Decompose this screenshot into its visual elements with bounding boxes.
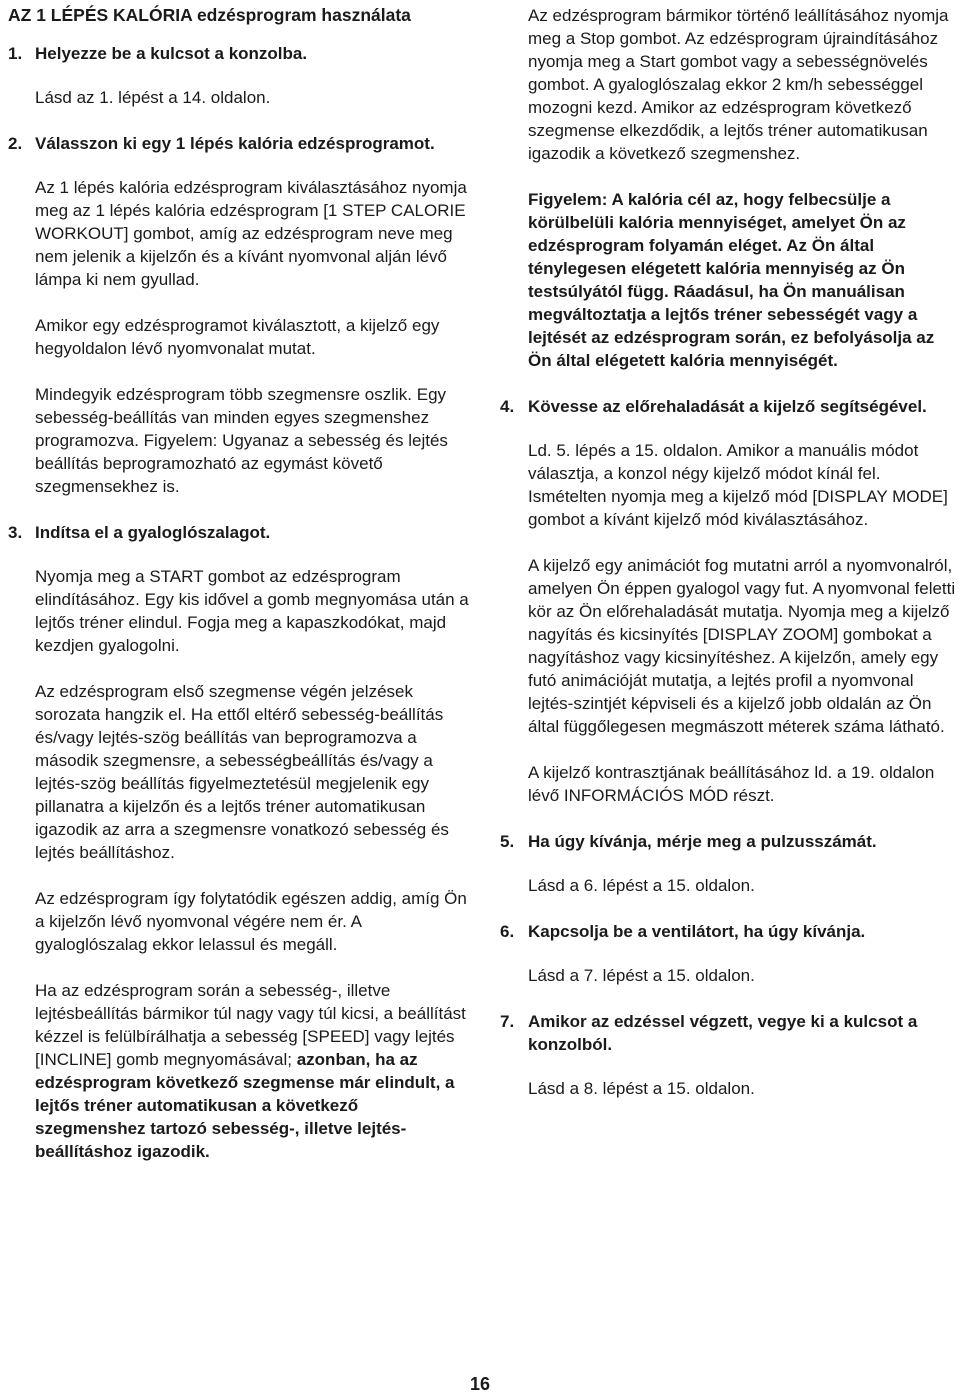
step-paragraph: A kijelző kontrasztjának beállításához ld. a 19. oldalon lévő INFORMÁCIÓS MÓD részt. (528, 763, 935, 805)
step-number: 7. (500, 1012, 515, 1031)
right-column (500, 4, 956, 1123)
step-paragraph: A kijelző egy animációt fog mutatni arról a nyomvonalról, amelyen Ön éppen gyalogol vagy fut. A nyomvonal feletti kör az Ön előrehaladását mutatja. Nyomja meg a kijelző nagyítás és kicsinyítés [DISPLAY ZOOM] gombokat a nagyításhoz vagy kicsinyítéshez. A kijelzőn, amely egy futó animációját mutatja, a lejtés profil a nyomvonal lejtés-szintjét képviseli és a kijelző jobb oldalán az Ön által függőlegesen megmászott méterek száma látható. (528, 556, 956, 736)
page-number: 16 (469, 1374, 491, 1394)
step-paragraph: Nyomja meg a START gombot az edzésprogram elindításához. Egy kis idővel a gomb megnyomása után a lejtős tréner elindul. Fogja meg a kapaszkodókat, majd kezdjen gyalogolni. (35, 567, 469, 655)
step-title: Helyezze be a kulcsot a konzolba. (35, 44, 308, 63)
calorie-warning: Figyelem: A kalória cél az, hogy felbecsülje a körülbelüli kalória mennyiséget, amelyet Ön az edzésprogram folyamán eléget. Az Ön által ténylegesen elégetett kalória mennyiség az Ön testsúlyától függ. Ráadásul, ha Ön manuálisan megváltoztatja a lejtős tréner sebességét vagy a lejtését az edzésprogram során, ez befolyásolja az Ön által elégetett kalória mennyiségét. (528, 190, 935, 370)
step-title: Válasszon ki egy 1 lépés kalória edzésprogramot. (35, 134, 435, 153)
step-1 (8, 42, 470, 109)
step-paragraph: Az edzésprogram így folytatódik egészen addig, amíg Ön a kijelzőn lévő nyomvonal végére nem ér. A gyaloglószalag ekkor lelassul és megáll. (35, 889, 467, 954)
step-title: Ha úgy kívánja, mérje meg a pulzusszámát. (528, 832, 877, 851)
step-paragraph: Az 1 lépés kalória edzésprogram kiválasztásához nyomja meg az 1 lépés kalória edzésprogram [1 STEP CALORIE WORKOUT] gombot, amíg az edzésprogram neve meg nem jelenik a kijelzőn és a kívánt nyomvonal alján lévő lámpa ki nem gyullad. (35, 178, 467, 289)
step-2 (8, 132, 470, 498)
step-4 (500, 395, 956, 807)
step-number: 4. (500, 397, 515, 416)
step-title: Kövesse az előrehaladását a kijelző segítségével. (528, 397, 927, 416)
step-3 (8, 521, 470, 1163)
step-paragraph: Lásd a 6. lépést a 15. oldalon. (528, 876, 755, 895)
step-7 (500, 1010, 956, 1100)
step-paragraph: Lásd a 8. lépést a 15. oldalon. (528, 1079, 755, 1098)
step-title: Amikor az edzéssel végzett, vegye ki a kulcsot a konzolból. (528, 1012, 918, 1054)
step-number: 2. (8, 134, 23, 153)
step-paragraph: Ld. 5. lépés a 15. oldalon. Amikor a manuális módot választja, a konzol négy kijelző módot kínál fel. Ismételten nyomja meg a kijelző mód [DISPLAY MODE] gombot a kívánt kijelző mód kiválasztásához. (528, 441, 948, 529)
override-paragraph (35, 979, 470, 1163)
step-title: Indítsa el a gyaloglószalagot. (35, 523, 271, 542)
step-title: Kapcsolja be a ventilátort, ha úgy kívánja. (528, 922, 866, 941)
step-5 (500, 830, 956, 897)
override-text: Ha az edzésprogram során a sebesség-, illetve lejtésbeállítás bármikor túl nagy vagy túl kicsi, a beállítást kézzel is felülbírálhatja a sebesség [SPEED] vagy lejtés [INCLINE] gomb megnyomásával; (35, 981, 466, 1069)
step-6 (500, 920, 956, 987)
left-column (8, 4, 470, 1186)
step-number: 3. (8, 523, 23, 542)
step-number: 6. (500, 922, 515, 941)
step-paragraph: Az edzésprogram első szegmense végén jelzések sorozata hangzik el. Ha ettől eltérő sebesség-beállítás és/vagy lejtés-szög beállítás van beprogramozva a második szegmensre, a sebességbeállítás és/vagy a lejtés-szög beállítás figyelmeztetésül megjelenik egy pillanatra a kijelzőn és a lejtős tréner automatikusan igazodik az arra a szegmensre vonatkozó sebesség és lejtés beállításhoz. (35, 682, 449, 862)
step-paragraph: Lásd az 1. lépést a 14. oldalon. (35, 88, 271, 107)
step-number: 5. (500, 832, 515, 851)
step-number: 1. (8, 44, 23, 63)
override-warning-text: azonban, ha az edzésprogram következő szegmense már elindult, a lejtős tréner automatikusan a következő szegmenshez tartozó sebesség-, illetve lejtés-beállításhoz igazodik. (35, 1050, 455, 1161)
step-paragraph: Mindegyik edzésprogram több szegmensre oszlik. Egy sebesség-beállítás van minden egyes szegmenshez programozva. Figyelem: Ugyanaz a sebesség és lejtés beállítás beprogramozható az egymást követő szegmensekhez is. (35, 385, 448, 496)
step-paragraph: Lásd a 7. lépést a 15. oldalon. (528, 966, 755, 985)
section-title: AZ 1 LÉPÉS KALÓRIA edzésprogram használata (8, 5, 411, 25)
step-paragraph: Amikor egy edzésprogramot kiválasztott, a kijelző egy hegyoldalon lévő nyomvonalat mutat. (35, 316, 440, 358)
continuation-paragraph: Az edzésprogram bármikor történő leállításához nyomja meg a Stop gombot. Az edzésprogram újraindításához nyomja meg a Start gombot vagy a sebességnövelés gombot. A gyaloglószalag ekkor 2 km/h sebességgel mozogni kezd. Amikor az edzésprogram következő szegmense elkezdődik, a lejtős tréner automatikusan igazodik a következő szegmenshez. (528, 6, 949, 163)
